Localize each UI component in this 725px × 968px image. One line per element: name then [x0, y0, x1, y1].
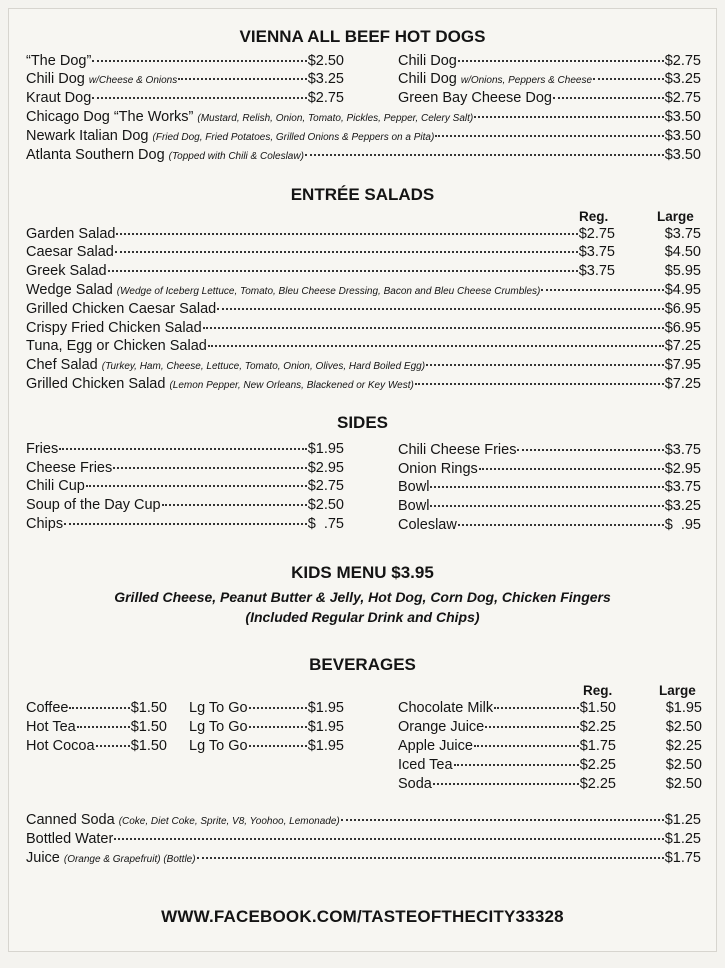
- menu-item: Iced Tea $2.25: [398, 757, 616, 773]
- beverages-large-header: Large: [659, 683, 696, 698]
- large-price: $3.75: [664, 226, 701, 242]
- menu-item: Orange Juice $2.25: [398, 719, 616, 735]
- menu-item: Newark Italian Dog (Fried Dog, Fried Potatoes, Grilled Onions & Peppers on a Pita) $3.50: [26, 128, 701, 144]
- menu-item: Hot Cocoa $1.50: [26, 738, 167, 754]
- large-price: $5.95: [664, 263, 701, 279]
- menu-item: Chili Dog w/Cheese & Onions $3.25: [26, 71, 344, 87]
- menu-item: Chili Dog w/Onions, Peppers & Cheese $3.25: [398, 71, 701, 87]
- large-price: $4.50: [664, 244, 701, 260]
- menu-page: [8, 8, 717, 952]
- menu-item: Chicago Dog “The Works” (Mustard, Relish, Onion, Tomato, Pickles, Pepper, Celery Salt) $3.50: [26, 109, 701, 125]
- menu-item: Canned Soda (Coke, Diet Coke, Sprite, V8, Yoohoo, Lemonade) $1.25: [26, 812, 701, 828]
- menu-item: Crispy Fried Chicken Salad $6.95: [26, 320, 701, 336]
- facebook-url: WWW.FACEBOOK.COM/TASTEOFTHECITY33328: [161, 907, 564, 926]
- menu-item: Chili Cheese Fries $3.75: [398, 442, 701, 458]
- menu-item: Soda $2.25: [398, 776, 616, 792]
- menu-item: Caesar Salad $3.75: [26, 244, 615, 260]
- large-price: $2.50: [665, 719, 702, 735]
- menu-item: Soup of the Day Cup $2.50: [26, 497, 344, 513]
- salads-large-header: Large: [657, 209, 694, 224]
- menu-item: Bowl $3.25: [398, 498, 701, 514]
- menu-item: Chili Dog $2.75: [398, 53, 701, 69]
- menu-item: Green Bay Cheese Dog $2.75: [398, 90, 701, 106]
- menu-item: Tuna, Egg or Chicken Salad $7.25: [26, 338, 701, 354]
- hotdogs-title: VIENNA ALL BEEF HOT DOGS: [239, 27, 486, 46]
- menu-item: Chef Salad (Turkey, Ham, Cheese, Lettuce, Tomato, Onion, Olives, Hard Boiled Egg) $7.95: [26, 357, 701, 373]
- menu-item: Bottled Water $1.25: [26, 831, 701, 847]
- menu-item: Chili Cup $2.75: [26, 478, 344, 494]
- menu-item: Grilled Chicken Salad (Lemon Pepper, New Orleans, Blackened or Key West) $7.25: [26, 376, 701, 392]
- menu-item: Wedge Salad (Wedge of Iceberg Lettuce, Tomato, Bleu Cheese Dressing, Bacon and Bleu Cheese Crumbles) $4.95: [26, 282, 701, 298]
- kids-title: KIDS MENU $3.95: [291, 563, 434, 582]
- menu-item: Chocolate Milk $1.50: [398, 700, 616, 716]
- beverages-reg-header: Reg.: [583, 683, 613, 698]
- menu-item: Grilled Chicken Caesar Salad $6.95: [26, 301, 701, 317]
- menu-item: Onion Rings $2.95: [398, 461, 701, 477]
- large-price: $2.50: [665, 776, 702, 792]
- menu-item: Greek Salad $3.75: [26, 263, 615, 279]
- menu-item: Lg To Go $1.95: [189, 719, 344, 735]
- menu-item: Cheese Fries $2.95: [26, 460, 344, 476]
- large-price: $2.50: [665, 757, 702, 773]
- menu-item: Kraut Dog $2.75: [26, 90, 344, 106]
- menu-item: Atlanta Southern Dog (Topped with Chili & Coleslaw) $3.50: [26, 147, 701, 163]
- salads-title: ENTRÉE SALADS: [290, 185, 435, 204]
- menu-item: Fries $1.95: [26, 441, 344, 457]
- menu-item: Apple Juice $1.75: [398, 738, 616, 754]
- menu-item: Bowl $3.75: [398, 479, 701, 495]
- menu-item: Lg To Go $1.95: [189, 700, 344, 716]
- salads-reg-header: Reg.: [579, 209, 609, 224]
- menu-item: Juice (Orange & Grapefruit) (Bottle) $1.75: [26, 850, 701, 866]
- menu-item: Garden Salad $2.75: [26, 226, 615, 242]
- menu-item: Lg To Go $1.95: [189, 738, 344, 754]
- menu-item: Coffee $1.50: [26, 700, 167, 716]
- large-price: $2.25: [665, 738, 702, 754]
- kids-items: Grilled Cheese, Peanut Butter & Jelly, Hot Dog, Corn Dog, Chicken Fingers: [114, 589, 611, 605]
- large-price: $1.95: [665, 700, 702, 716]
- menu-item: “The Dog” $2.50: [26, 53, 344, 69]
- menu-item: Coleslaw $ .95: [398, 517, 701, 533]
- menu-item: Hot Tea $1.50: [26, 719, 167, 735]
- sides-title: SIDES: [336, 413, 389, 432]
- kids-included: (Included Regular Drink and Chips): [245, 609, 480, 625]
- beverages-title: BEVERAGES: [309, 655, 416, 674]
- menu-item: Chips $ .75: [26, 516, 344, 532]
